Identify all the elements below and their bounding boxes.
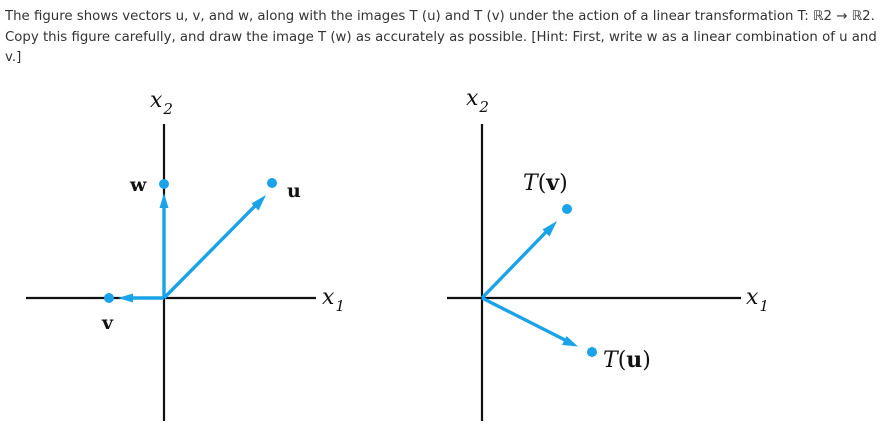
right-y-axis-label: $x_2$ <box>466 86 489 116</box>
left-y-axis-label: $x_2$ <box>150 88 173 118</box>
vector-tu-endpoint <box>587 347 597 357</box>
label-w: w <box>130 174 147 196</box>
label-u: u <box>287 180 301 202</box>
label-tu: T(u) <box>603 347 651 373</box>
right-x-axis-label: $x_1$ <box>746 285 769 315</box>
vector-tv-endpoint <box>562 204 572 214</box>
label-tv: T(v) <box>523 170 568 196</box>
vector-tv <box>482 204 572 298</box>
vector-u-endpoint <box>267 178 277 188</box>
left-x-axis-label: $x_1$ <box>322 285 345 315</box>
left-plot <box>26 88 345 421</box>
question-text: The figure shows vectors u, v, and w, along with the images T (u) and T (v) under the action of a linear transformation T: ℝ2 → ℝ2. Copy this figure carefully, and draw the image T (w) as accurately as possible. [Hint: First, write w as a linear combination of u and v.] <box>5 9 877 65</box>
vector-v-endpoint <box>104 293 114 303</box>
vector-u <box>164 178 277 298</box>
right-plot <box>447 86 769 421</box>
vector-tu <box>482 298 597 357</box>
vector-w <box>159 179 169 298</box>
label-v: v <box>102 312 114 334</box>
vector-w-endpoint <box>159 179 169 189</box>
vector-v <box>104 293 164 303</box>
